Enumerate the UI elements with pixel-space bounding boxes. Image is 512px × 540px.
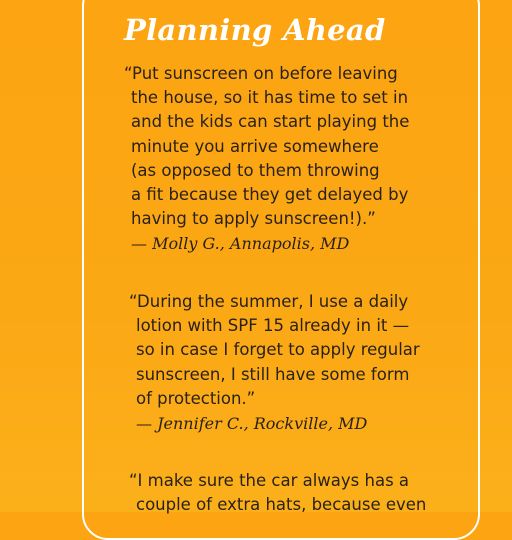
quote-line: having to apply sunscreen!).”	[131, 209, 376, 229]
quote-line: couple of extra hats, because even	[136, 495, 427, 515]
quote-line: minute you arrive somewhere	[131, 136, 379, 156]
quote-attribution: — Jennifer C., Rockville, MD	[136, 414, 368, 434]
quote-line: “During the summer, I use a daily	[129, 292, 409, 311]
quote-line: (as opposed to them throwing	[131, 160, 380, 180]
quote-line: “Put sunscreen on before leaving	[124, 64, 398, 83]
quote-line: and the kids can start playing the	[131, 112, 410, 132]
quote-block-1	[124, 62, 409, 256]
quote-line: a fit because they get delayed by	[131, 185, 409, 205]
quote-block-2	[129, 290, 420, 436]
quote-line: the house, so it has time to set in	[131, 88, 409, 108]
quote-line: lotion with SPF 15 already in it —	[136, 316, 410, 336]
quote-line: of protection.”	[136, 388, 256, 408]
quote-line: so in case I forget to apply regular	[136, 340, 420, 360]
quote-attribution: — Molly G., Annapolis, MD	[131, 234, 350, 254]
quote-line: “I make sure the car always has a	[129, 471, 410, 490]
quote-line: sunscreen, I still have some form	[136, 364, 410, 384]
page-title: Planning Ahead	[124, 13, 386, 47]
quote-block-3	[129, 469, 426, 517]
